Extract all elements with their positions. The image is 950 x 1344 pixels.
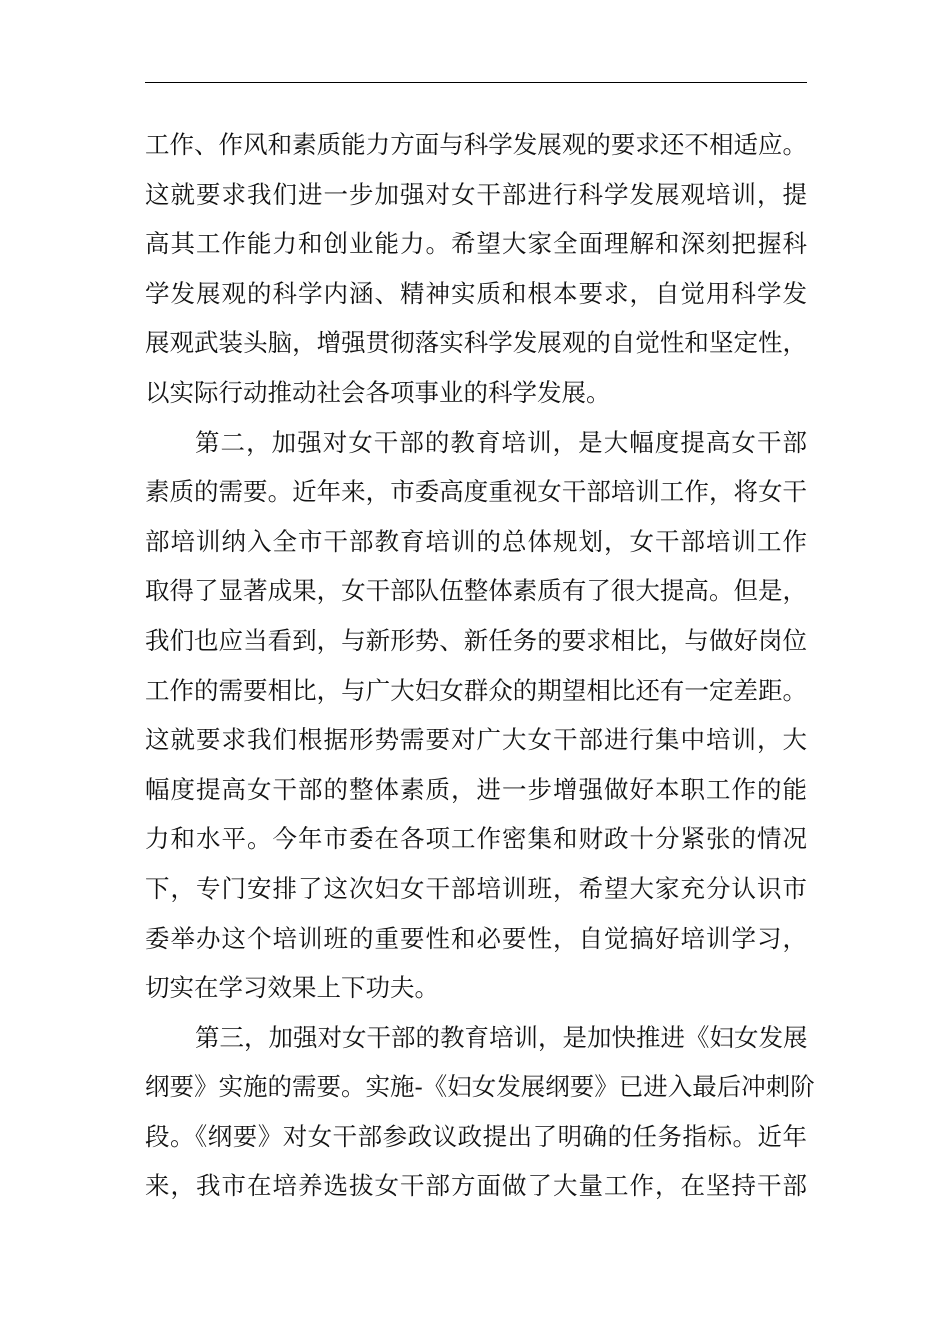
text-line: 这就要求我们根据形势需要对广大女干部进行集中培训，大 bbox=[145, 725, 807, 755]
text-line: 力和水平。今年市委在各项工作密集和财政十分紧张的情况 bbox=[145, 824, 807, 854]
text-line: 素质的需要。近年来，市委高度重视女干部培训工作，将女干 bbox=[145, 477, 807, 507]
text-line: 这就要求我们进一步加强对女干部进行科学发展观培训，提 bbox=[145, 179, 807, 209]
text-line: 我们也应当看到，与新形势、新任务的要求相比，与做好岗位 bbox=[145, 625, 807, 655]
text-line: 以实际行动推动社会各项事业的科学发展。 bbox=[145, 377, 611, 407]
text-line: 来，我市在培养选拔女干部方面做了大量工作，在坚持干部 bbox=[145, 1171, 807, 1201]
text-line: 学发展观的科学内涵、精神实质和根本要求，自觉用科学发 bbox=[145, 278, 807, 308]
text-line: 纲要》实施的需要。实施-《妇女发展纲要》已进入最后冲刺阶 bbox=[145, 1072, 815, 1102]
text-line: 段。《纲要》对女干部参政议政提出了明确的任务指标。近年 bbox=[145, 1121, 807, 1151]
text-line: 委举办这个培训班的重要性和必要性，自觉搞好培训学习， bbox=[145, 923, 807, 953]
text-line: 下，专门安排了这次妇女干部培训班，希望大家充分认识市 bbox=[145, 873, 807, 903]
text-line: 幅度提高女干部的整体素质，进一步增强做好本职工作的能 bbox=[145, 774, 807, 804]
header-rule bbox=[145, 82, 807, 83]
text-line: 部培训纳入全市干部教育培训的总体规划，女干部培训工作 bbox=[145, 526, 807, 556]
paragraph-start-line: 第二，加强对女干部的教育培训，是大幅度提高女干部 bbox=[195, 427, 807, 457]
text-line: 取得了显著成果，女干部队伍整体素质有了很大提高。但是， bbox=[145, 576, 807, 606]
paragraph-start-line: 第三，加强对女干部的教育培训，是加快推进《妇女发展 bbox=[195, 1022, 808, 1052]
text-line: 工作的需要相比，与广大妇女群众的期望相比还有一定差距。 bbox=[145, 675, 807, 705]
text-line: 展观武装头脑，增强贯彻落实科学发展观的自觉性和坚定性， bbox=[145, 328, 807, 358]
text-line: 高其工作能力和创业能力。希望大家全面理解和深刻把握科 bbox=[145, 229, 807, 259]
document-body bbox=[145, 120, 815, 1211]
text-line: 工作、作风和素质能力方面与科学发展观的要求还不相适应。 bbox=[145, 130, 807, 159]
text-line: 切实在学习效果上下功夫。 bbox=[145, 973, 439, 1003]
